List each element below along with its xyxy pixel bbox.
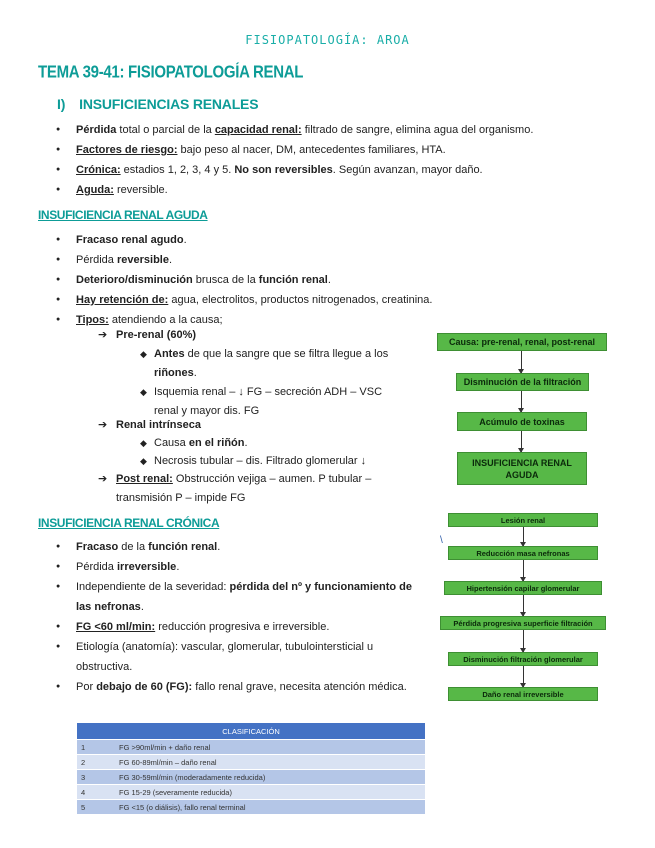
arrow-down-icon [523,595,524,616]
list-item: ● Crónica: estadios 1, 2, 3, 4 y 5. No son reversibles. Según avanzan, mayor daño. [56,160,533,180]
flow1-box-filtracion: Disminución de la filtración [456,373,589,391]
section-heading [57,96,258,112]
page-title: TEMA 39-41: FISIOPATOLOGÍA RENAL [38,62,304,83]
aguda-list [56,230,432,330]
list-item: ● Factores de riesgo: bajo peso al nacer, DM, antecedentes familiares, HTA. [56,140,533,160]
cronica-list [56,537,416,697]
diamond-bullet-icon: ◆ [140,438,147,448]
list-item: ● Deterioro/disminución brusca de la función renal. [56,270,432,290]
flow2-box-1: Lesión renal [448,513,598,527]
arrow-down-icon [523,630,524,652]
arrow-right-icon: ➔ [98,329,108,341]
flow1-box-toxinas: Acúmulo de toxinas [457,412,587,431]
aguda-heading: INSUFICIENCIA RENAL AGUDA [38,208,208,222]
list-item: ● Por debajo de 60 (FG): fallo renal grave, necesita atención médica. [56,677,416,697]
list-item: ● Pérdida reversible. [56,250,432,270]
list-item: ● Pérdida total o parcial de la capacidad renal: filtrado de sangre, elimina agua del organismo. [56,120,533,140]
flow1-box-causa: Causa: pre-renal, renal, post-renal [437,333,607,351]
table-row: 5 FG <15 (o diálisis), fallo renal terminal [77,800,425,815]
list-item: ● Fracaso renal agudo. [56,230,432,250]
subtype-intrinseca: ➔ Renal intrínseca [98,416,201,435]
diamond-bullet-icon: ◆ [140,349,147,359]
flow2-box-2: Reducción masa nefronas [448,546,598,560]
arrow-down-icon [521,351,522,373]
table-header: CLASIFICACIÓN [77,723,425,740]
arrow-down-icon [523,666,524,687]
flow2-box-4: Pérdida progresiva superficie filtración [440,616,606,630]
flow2-mark: \ [440,535,443,546]
list-item: ● Tipos: atendiendo a la causa; [56,310,432,330]
subtype-prerenal: ➔ Pre-renal (60%) [98,326,196,345]
arrow-down-icon [521,391,522,412]
page-header: FISIOPATOLOGÍA: AROA [245,33,410,47]
arrow-down-icon [523,527,524,546]
diamond-bullet-icon: ◆ [140,387,147,397]
table-row: 4 FG 15-29 (severamente reducida) [77,785,425,800]
prerenal-detail-2: ◆ Isquemia renal – ↓ FG – secreción ADH – VSC renal y mayor dis. FG [140,383,400,421]
list-item: ● Aguda: reversible. [56,180,533,200]
table-row: 1 FG >90ml/min + daño renal [77,740,425,755]
list-item: ● Fracaso de la función renal. [56,537,416,557]
list-item: ● Pérdida irreversible. [56,557,416,577]
subtype-postrenal: ➔ Post renal: Obstrucción vejiga – aumen. P tubular – transmisión P – impide FG [98,470,418,508]
list-item: ● FG <60 ml/min: reducción progresiva e irreversible. [56,617,416,637]
cronica-heading: INSUFICIENCIA RENAL CRÓNICA [38,516,220,530]
intro-list [56,120,533,200]
arrow-down-icon [521,431,522,452]
prerenal-detail-1: ◆ Antes de que la sangre que se filtra llegue a los riñones. [140,345,400,383]
classification-table [77,723,425,814]
list-item: ● Hay retención de: agua, electrolitos, productos nitrogenados, creatinina. [56,290,432,310]
flow1-box-ira: INSUFICIENCIA RENAL AGUDA [457,452,587,485]
flow2-box-5: Disminución filtración glomerular [448,652,598,666]
section-title: INSUFICIENCIAS RENALES [79,96,259,112]
table-row: 3 FG 30-59ml/min (moderadamente reducida) [77,770,425,785]
arrow-right-icon: ➔ [98,473,108,485]
intrinseca-detail-2: ◆ Necrosis tubular – dis. Filtrado glomerular ↓ [140,452,400,471]
list-item: ● Independiente de la severidad: pérdida del nº y funcionamiento de las nefronas. [56,577,416,617]
arrow-down-icon [523,560,524,581]
intrinseca-detail-1: ◆ Causa en el riñón. [140,434,400,453]
arrow-right-icon: ➔ [98,419,108,431]
flow2-box-6: Daño renal irreversible [448,687,598,701]
list-item: ● Etiología (anatomía): vascular, glomerular, tubulointersticial u obstructiva. [56,637,416,677]
diamond-bullet-icon: ◆ [140,456,147,466]
section-number: I) [57,96,66,112]
flow2-box-3: Hipertensión capilar glomerular [444,581,602,595]
table-row: 2 FG 60-89ml/min – daño renal [77,755,425,770]
